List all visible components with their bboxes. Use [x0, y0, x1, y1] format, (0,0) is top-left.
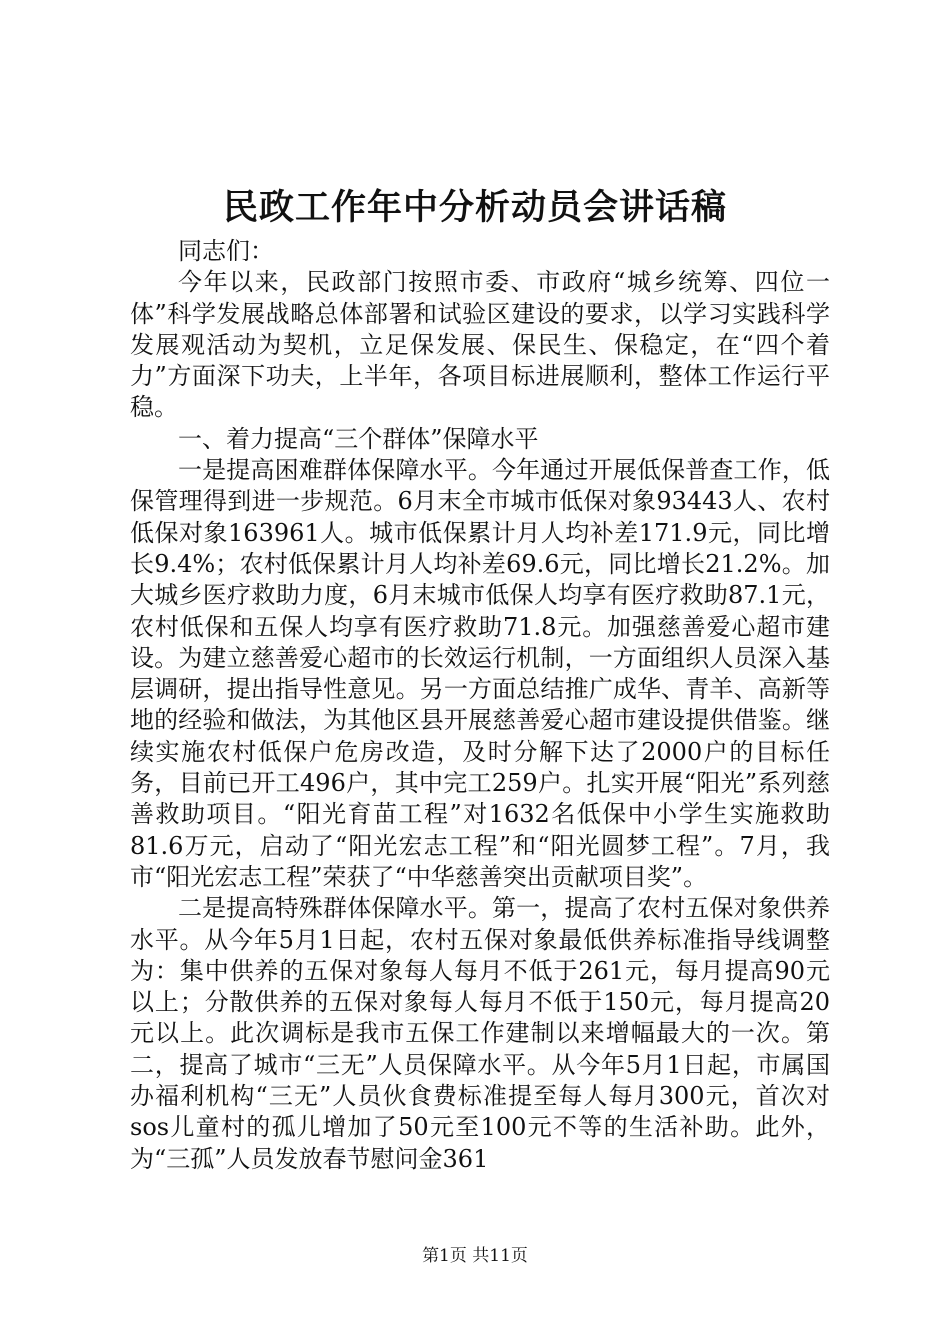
intro-paragraph: 今年以来，民政部门按照市委、市政府“城乡统筹、四位一体”科学发展战略总体部署和试验区建设的要求，以学习实践科学发展观活动为契机，立足保发展、保民生、保稳定，在“四个着力”方面深下功夫，上半年，各项目标进展顺利，整体工作运行平稳。	[130, 268, 830, 422]
document-body	[130, 236, 830, 1175]
salutation: 同志们：	[178, 237, 274, 265]
page-number-footer: 第1页 共11页	[422, 1246, 528, 1266]
section-heading: 一、着力提高“三个群体”保障水平	[178, 424, 539, 453]
document-title: 民政工作年中分析动员会讲话稿	[222, 187, 727, 228]
body-paragraph-2: 二是提高特殊群体保障水平。第一，提高了农村五保对象供养水平。从今年5月1日起，农村五保对象最低供养标准指导线调整为：集中供养的五保对象每人每月不低于261元，每月提高90元以上；分散供养的五保对象每人每月不低于150元，每月提高20元以上。此次调标是我市五保工作建制以来增幅最大的一次。第二，提高了城市“三无”人员保障水平。从今年5月1日起，市属国办福利机构“三无”人员伙食费标准提至每人每月300元，首次对sos儿童村的孤儿增加了50元至100元不等的生活补助。此外，为“三孤”人员发放春节慰问金361	[130, 894, 830, 1173]
body-paragraph-1: 一是提高困难群体保障水平。今年通过开展低保普查工作，低保管理得到进一步规范。6月末全市城市低保对象93443人、农村低保对象163961人。城市低保累计月人均补差171.9元，同比增长9.4%；农村低保累计月人均补差69.6元，同比增长21.2%。加大城乡医疗救助力度，6月末城市低保人均享有医疗救助87.1元，农村低保和五保人均享有医疗救助71.8元。加强慈善爱心超市建设。为建立慈善爱心超市的长效运行机制，一方面组织人员深入基层调研，提出指导性意见。另一方面总结推广成华、青羊、高新等地的经验和做法，为其他区县开展慈善爱心超市建设提供借鉴。继续实施农村低保户危房改造，及时分解下达了2000户的目标任务，目前已开工496户，其中完工259户。扎实开展“阳光”系列慈善救助项目。“阳光育苗工程”对1632名低保中小学生实施救助81.6万元，启动了“阳光宏志工程”和“阳光圆梦工程”。7月，我市“阳光宏志工程”荣获了“中华慈善突出贡献项目奖”。	[130, 456, 830, 891]
